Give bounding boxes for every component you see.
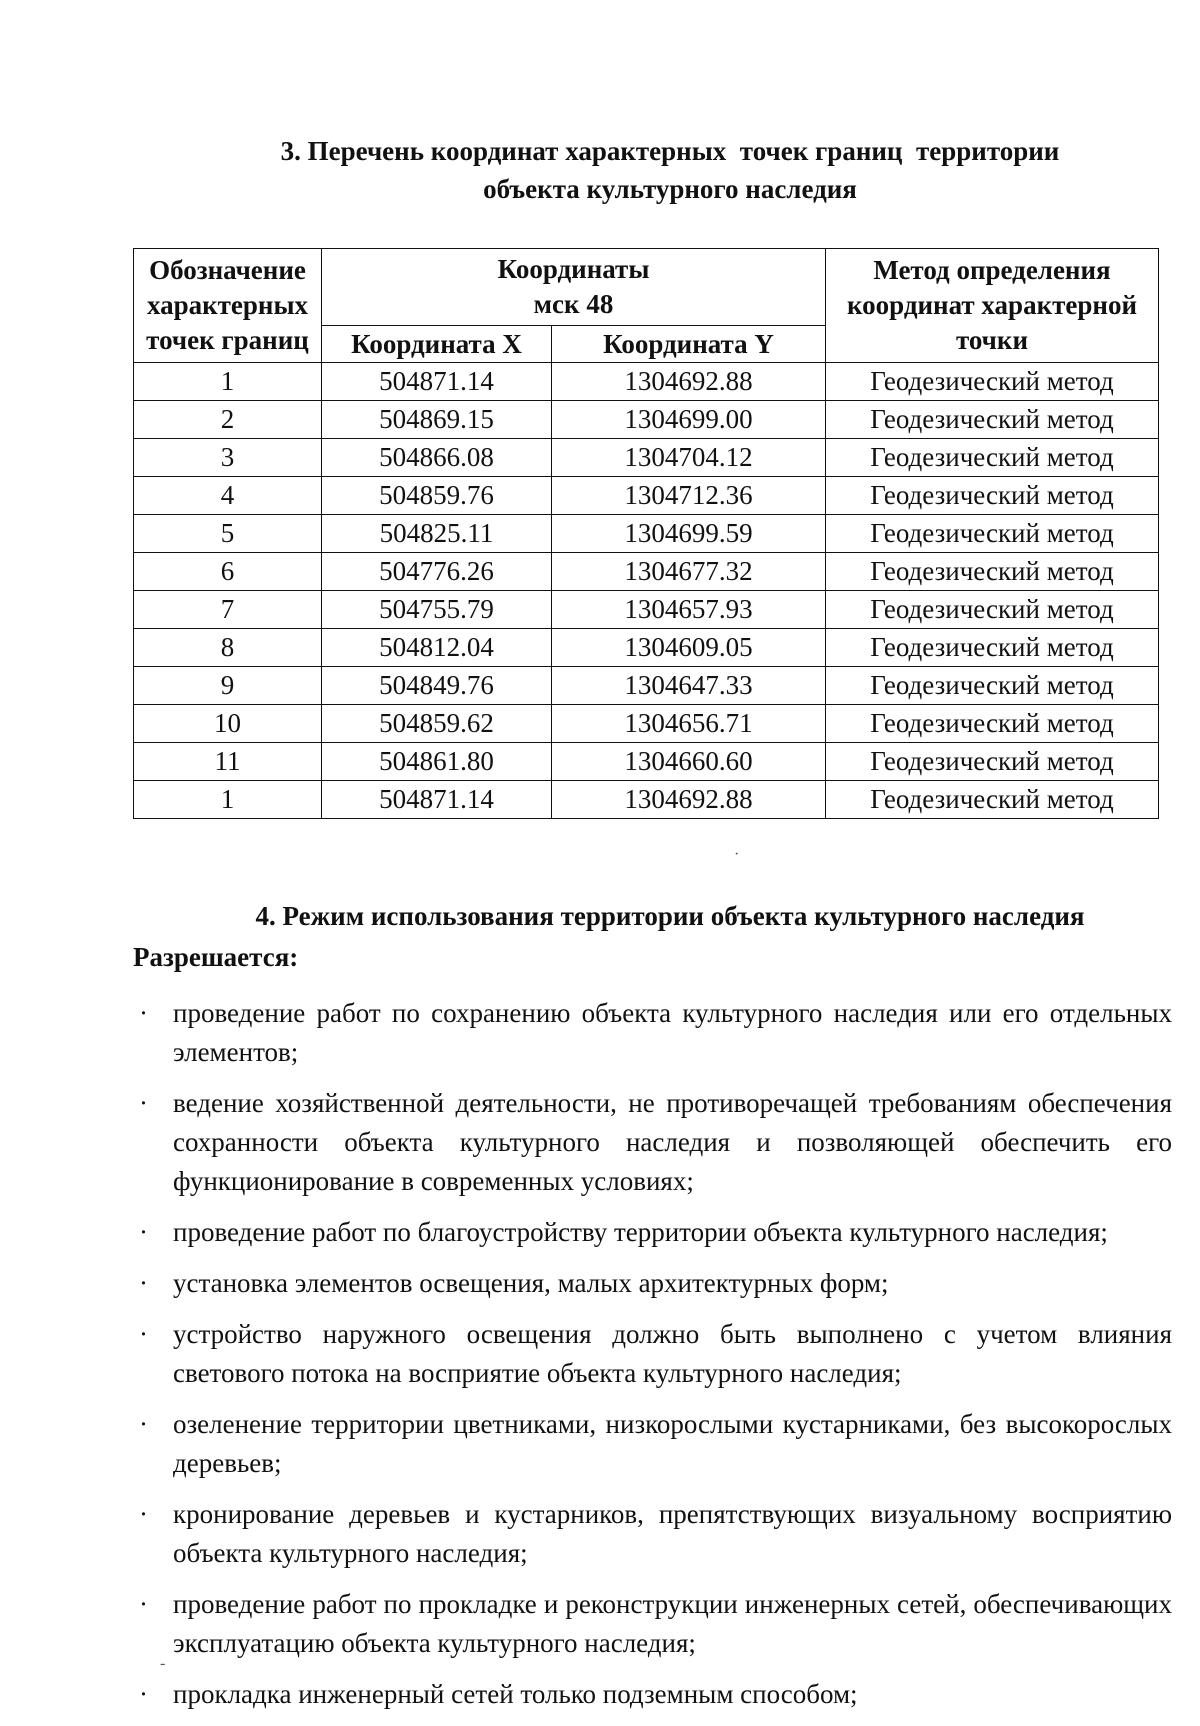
table-row xyxy=(134,553,1159,591)
cell-coordinate-y: 1304704.12 xyxy=(552,439,826,477)
cell-coordinate-y: 1304677.32 xyxy=(552,553,826,591)
table-body xyxy=(134,363,1159,819)
table-header-row xyxy=(134,249,1159,326)
table-row xyxy=(134,363,1159,401)
cell-method: Геодезический метод xyxy=(826,477,1159,515)
cell-point: 1 xyxy=(134,363,322,401)
section-4-title: 4. Режим использования территории объекта культурного наследия xyxy=(255,901,1085,931)
cell-point: 4 xyxy=(134,477,322,515)
scan-speck: · xyxy=(734,846,740,863)
list-item: · установка элементов освещения, малых архитектурных форм; xyxy=(136,1264,1172,1303)
table-row xyxy=(134,477,1159,515)
cell-coordinate-x: 504812.04 xyxy=(322,629,552,667)
cell-point: 7 xyxy=(134,591,322,629)
cell-coordinate-y: 1304656.71 xyxy=(552,705,826,743)
coordinates-table xyxy=(133,248,1159,819)
cell-coordinate-y: 1304692.88 xyxy=(552,363,826,401)
cell-method: Геодезический метод xyxy=(826,705,1159,743)
allowed-activities-list xyxy=(136,994,1172,1726)
header-coordinate-system: мск 48 xyxy=(533,289,614,319)
cell-method: Геодезический метод xyxy=(826,439,1159,477)
list-item: · прокладка инженерный сетей только подземным способом; xyxy=(136,1675,1172,1714)
table-row xyxy=(134,591,1159,629)
cell-coordinate-y: 1304692.88 xyxy=(552,781,826,819)
cell-coordinate-x: 504869.15 xyxy=(322,401,552,439)
section-3-title: 3. Перечень координат характерных точек границ территории объекта культурного наследия xyxy=(280,136,1060,204)
header-coordinate-x: Координата X xyxy=(322,326,552,363)
cell-coordinate-y: 1304699.59 xyxy=(552,515,826,553)
header-point-designation: Обозначение характерных точек границ xyxy=(134,249,322,363)
table-row xyxy=(134,401,1159,439)
list-item: · кронирование деревьев и кустарников, препятствующих визуальному восприятию объекта культурного наследия; xyxy=(136,1495,1172,1573)
cell-point: 9 xyxy=(134,667,322,705)
header-coordinates-label: Координаты xyxy=(497,254,650,284)
cell-method: Геодезический метод xyxy=(826,629,1159,667)
table-row xyxy=(134,629,1159,667)
cell-point: 1 xyxy=(134,781,322,819)
scan-speck: - xyxy=(160,1655,166,1672)
cell-point: 8 xyxy=(134,629,322,667)
cell-method: Геодезический метод xyxy=(826,667,1159,705)
cell-coordinate-y: 1304699.00 xyxy=(552,401,826,439)
table-row xyxy=(134,705,1159,743)
cell-coordinate-x: 504859.62 xyxy=(322,705,552,743)
table-row xyxy=(134,515,1159,553)
cell-coordinate-x: 504859.76 xyxy=(322,477,552,515)
cell-method: Геодезический метод xyxy=(826,553,1159,591)
list-item: · озеленение территории цветниками, низкорослыми кустарниками, без высокорослых деревьев; xyxy=(136,1405,1172,1483)
cell-coordinate-x: 504776.26 xyxy=(322,553,552,591)
cell-coordinate-x: 504866.08 xyxy=(322,439,552,477)
cell-method: Геодезический метод xyxy=(826,515,1159,553)
cell-method: Геодезический метод xyxy=(826,591,1159,629)
cell-coordinate-y: 1304712.36 xyxy=(552,477,826,515)
cell-method: Геодезический метод xyxy=(826,363,1159,401)
cell-point: 5 xyxy=(134,515,322,553)
list-item: · ведение хозяйственной деятельности, не противоречащей требованиям обеспечения сохранности объекта культурного наследия и позволяющей обеспечить его функционирование в современных условиях; xyxy=(136,1084,1172,1201)
cell-point: 2 xyxy=(134,401,322,439)
table-row xyxy=(134,781,1159,819)
header-method: Метод определения координат характерной точки xyxy=(826,249,1159,363)
cell-coordinate-x: 504871.14 xyxy=(322,363,552,401)
header-coordinate-y: Координата Y xyxy=(552,326,826,363)
cell-method: Геодезический метод xyxy=(826,401,1159,439)
cell-coordinate-y: 1304660.60 xyxy=(552,743,826,781)
cell-coordinate-x: 504871.14 xyxy=(322,781,552,819)
cell-coordinate-x: 504755.79 xyxy=(322,591,552,629)
cell-coordinate-x: 504849.76 xyxy=(322,667,552,705)
header-coordinates-group xyxy=(322,249,826,326)
cell-point: 11 xyxy=(134,743,322,781)
cell-point: 10 xyxy=(134,705,322,743)
cell-point: 3 xyxy=(134,439,322,477)
cell-method: Геодезический метод xyxy=(826,743,1159,781)
cell-point: 6 xyxy=(134,553,322,591)
table-row xyxy=(134,439,1159,477)
cell-coordinate-y: 1304657.93 xyxy=(552,591,826,629)
table-row xyxy=(134,667,1159,705)
table-row xyxy=(134,743,1159,781)
list-item: · проведение работ по сохранению объекта культурного наследия или его отдельных элементов; xyxy=(136,994,1172,1072)
allowed-label: Разрешается: xyxy=(133,942,299,972)
list-item: · устройство наружного освещения должно быть выполнено с учетом влияния светового потока на восприятие объекта культурного наследия; xyxy=(136,1315,1172,1393)
list-item: · проведение работ по прокладке и реконструкции инженерных сетей, обеспечивающих эксплуатацию объекта культурного наследия; xyxy=(136,1585,1172,1663)
cell-coordinate-x: 504861.80 xyxy=(322,743,552,781)
cell-method: Геодезический метод xyxy=(826,781,1159,819)
list-item: · проведение работ по благоустройству территории объекта культурного наследия; xyxy=(136,1213,1172,1252)
cell-coordinate-y: 1304609.05 xyxy=(552,629,826,667)
cell-coordinate-x: 504825.11 xyxy=(322,515,552,553)
cell-coordinate-y: 1304647.33 xyxy=(552,667,826,705)
